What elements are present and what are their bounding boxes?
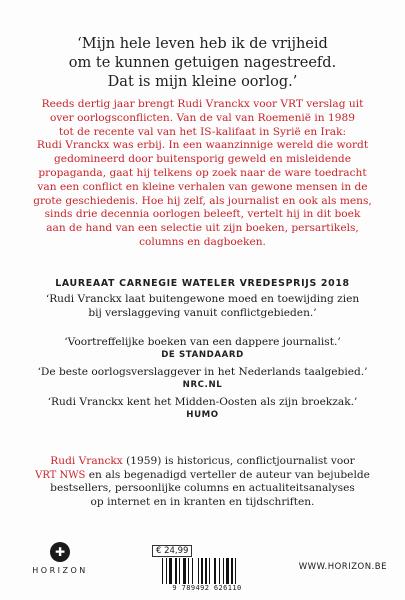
barcode-block xyxy=(152,545,262,595)
intro-text xyxy=(0,98,405,250)
award-quote-line: ‘Rudi Vranckx laat buitengewone moed en toewijding zien xyxy=(45,293,360,305)
intro-line: tot de recente val van het IS-kalifaat in Syrië en Irak: xyxy=(58,125,347,138)
review-quote: ‘De beste oorlogsverslaggever in het Nederlands taalgebied.’ xyxy=(37,366,368,378)
publisher-website: WWW.HORIZON.BE xyxy=(298,562,387,572)
intro-line: grote geschiedenis. Hoe hij zelf, als journalist en ook als mens, xyxy=(33,194,372,207)
review-quote: ‘Rudi Vranckx kent het Midden-Oosten als zijn broekzak.’ xyxy=(47,396,358,408)
bio-text: (1959) is historicus, conflictjournalist voor xyxy=(122,455,355,467)
publisher-logo-icon: ✚ xyxy=(50,542,70,562)
intro-line: Reeds dertig jaar brengt Rudi Vranckx voor VRT verslag uit xyxy=(41,98,364,110)
intro-line: sinds drie decennia oorlogen beleeft, vertelt hij in dit boek xyxy=(44,208,361,221)
bio-line xyxy=(0,455,405,469)
barcode-icon xyxy=(162,558,257,584)
award-quote-line: bij verslaggeving vanuit conflictgebieden.’ xyxy=(88,306,317,319)
lead-quote xyxy=(0,35,405,92)
review-quote: ‘Voortreffelijke boeken van een dappere journalist.’ xyxy=(64,336,341,348)
intro-line: columns en dagboeken. xyxy=(139,235,266,248)
price-tag: € 24,99 xyxy=(152,545,192,557)
intro-line: Rudi Vranckx was erbij. In een waanzinnige wereld die wordt xyxy=(36,139,369,152)
bio-line xyxy=(0,469,405,483)
award-title: LAUREAAT CARNEGIE WATELER VREDESPRIJS 2018 xyxy=(55,278,350,289)
author-bio xyxy=(0,455,405,509)
intro-line: gedomineerd door buitensporig geweld en misleidende xyxy=(54,153,351,166)
review-source: HUMO xyxy=(186,410,219,420)
vrt-nws-label: VRT NWS xyxy=(35,469,86,481)
intro-line: aan de hand van een selectie uit zijn boeken, persartikels, xyxy=(46,222,359,235)
bio-line: bestsellers, persoonlijke columns en actualiteitsanalyses xyxy=(50,482,355,495)
bio-text: en als begenadigd verteller de auteur van bejubelde xyxy=(85,468,370,481)
review-source: NRC.NL xyxy=(182,380,223,390)
publisher-name: HORIZON xyxy=(32,566,88,575)
review-source: DE STANDAARD xyxy=(161,350,244,360)
intro-line: van een conflict en kleine verhalen van gewone mensen in de xyxy=(37,180,368,193)
lead-quote-line: ‘Mijn hele leven heb ik de vrijheid xyxy=(77,36,328,52)
intro-line: over oorlogsconflicten. Van de val van Roemenië in 1989 xyxy=(50,111,355,124)
lead-quote-line: Dat is mijn kleine oorlog.’ xyxy=(107,74,298,90)
award-quote xyxy=(0,293,405,320)
intro-line: propaganda, gaat hij telkens op zoek naar de ware toedracht xyxy=(38,166,367,179)
bio-line: op internet en in kranten en tijdschriften. xyxy=(90,495,315,508)
publisher-logo xyxy=(20,542,100,582)
lead-quote-line: om te kunnen getuigen nagestreefd. xyxy=(68,55,337,71)
isbn-number: 9 789492 626110 xyxy=(172,584,242,592)
author-name: Rudi Vranckx xyxy=(50,455,123,467)
